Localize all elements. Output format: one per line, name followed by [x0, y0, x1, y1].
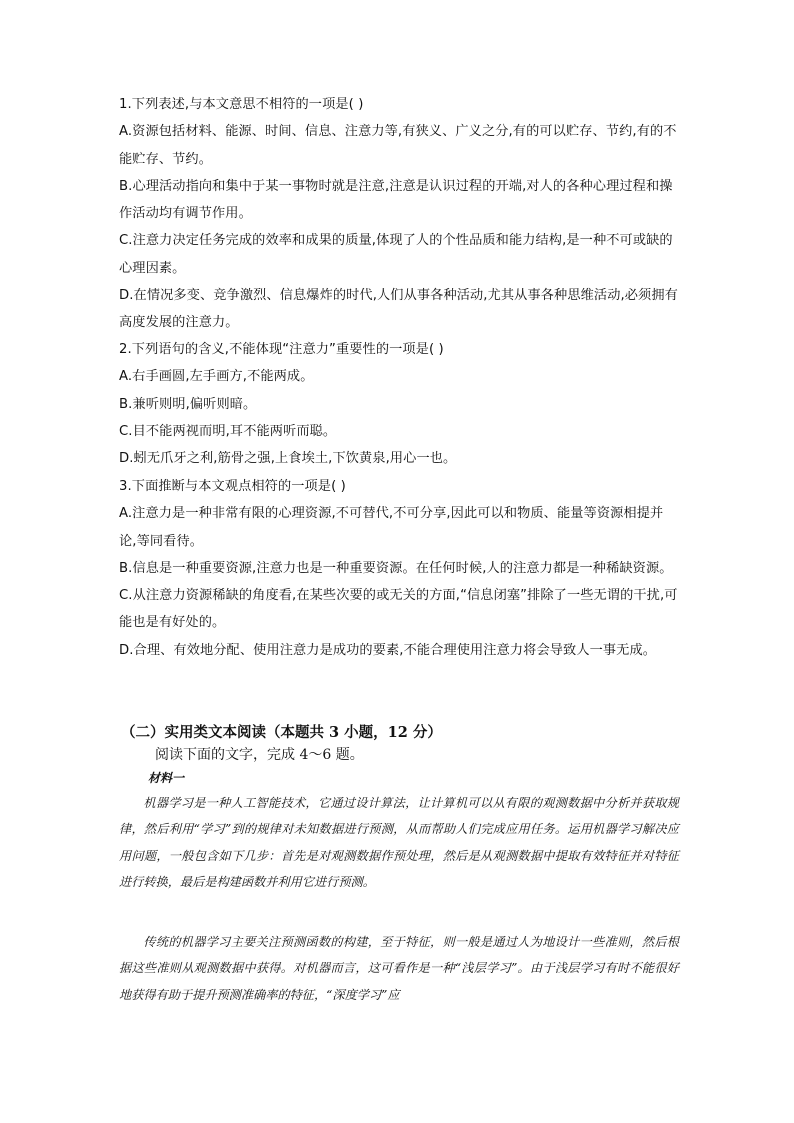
- question-3-option-b: B.信息是一种重要资源,注意力也是一种重要资源。在任何时候,人的注意力都是一种稀缺资源。: [119, 560, 673, 576]
- material-label: 材料一: [148, 771, 185, 785]
- question-3-stem: 3.下面推断与本文观点相符的一项是( ): [119, 479, 346, 494]
- question-2-option-a: A.右手画圆,左手画方,不能两成。: [119, 369, 314, 385]
- question-1-option-d: D.在情况多变、竞争激烈、信息爆炸的时代,人们从事各种活动,尤其从事各种思维活动,必须拥有高度发展的注意力。: [119, 288, 678, 331]
- question-3-option-a: A.注意力是一种非常有限的心理资源,不可替代,不可分享,因此可以和物质、能量等资源相提并论,等同看待。: [119, 506, 664, 549]
- question-3: [119, 473, 679, 664]
- question-3-option-c: C.从注意力资源稀缺的角度看,在某些次要的或无关的方面,“信息闭塞”排除了一些无谓的干扰,可能也是有好处的。: [119, 588, 678, 631]
- material-paragraph-2: [119, 929, 679, 1008]
- question-2-option-c: C.目不能两视而明,耳不能两听而聪。: [119, 423, 337, 439]
- section-heading: （二）实用类文本阅读（本题共 3 小题，12 分）: [121, 724, 442, 741]
- question-2-option-b: B.兼听则明,偏听则暗。: [119, 396, 257, 412]
- question-3-option-d: D.合理、有效地分配、使用注意力是成功的要素,不能合理使用注意力将会导致人一事无成。: [119, 642, 657, 658]
- question-2-option-d: D.蚓无爪牙之利,筋骨之强,上食埃土,下饮黄泉,用心一也。: [119, 451, 457, 467]
- material-paragraph-1-text: 机器学习是一种人工智能技术，它通过设计算法，让计算机可以从有限的观测数据中分析并获取规律，然后利用“学习”到的规律对未知数据进行预测，从而帮助人们完成应用任务。运用机器学习解决应用问题，一般包含如下几步：首先是对观测数据作预处理，然后是从观测数据中提取有效特征并对特征进行转换，最后是构建函数并利用它进行预测。: [119, 796, 679, 889]
- section-instruction: 阅读下面的文字，完成 4～6 题。: [155, 747, 364, 763]
- material-paragraph-1: [119, 790, 679, 895]
- question-1-option-b: B.心理活动指向和集中于某一事物时就是注意,注意是认识过程的开端,对人的各种心理过程和操作活动均有调节作用。: [119, 178, 673, 222]
- question-1-stem: 1.下列表述,与本文意思不相符的一项是( ): [119, 97, 364, 112]
- question-2-stem: 2.下列语句的含义,不能体现“注意力”重要性的一项是( ): [119, 342, 444, 357]
- question-1-option-a: A.资源包括材料、能源、时间、信息、注意力等,有狭义、广义之分,有的可以贮存、节约,有的不能贮存、节约。: [119, 124, 677, 167]
- material-paragraph-2-text: 传统的机器学习主要关注预测函数的构建，至于特征，则一般是通过人为地设计一些准则，然后根据这些准则从观测数据中获得。对机器而言，这可看作是一种“浅层学习”。由于浅层学习有时不能很好地获得有助于提升预测准确率的特征，“深度学习”应: [119, 935, 679, 1002]
- question-1: [119, 91, 679, 337]
- question-1-option-c: C.注意力决定任务完成的效率和成果的质量,体现了人的个性品质和能力结构,是一种不可或缺的心理因素。: [119, 233, 673, 276]
- question-2: [119, 336, 679, 472]
